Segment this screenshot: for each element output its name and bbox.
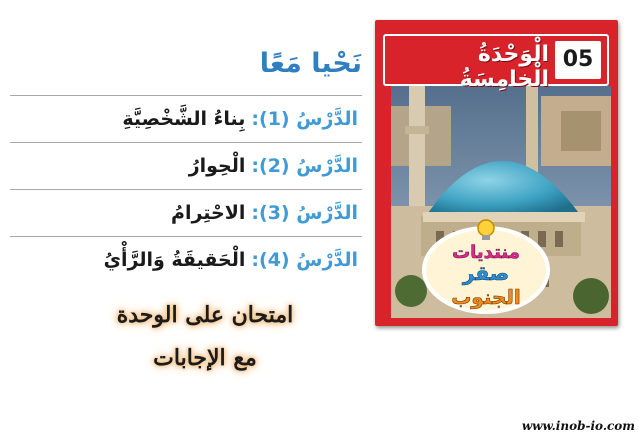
unit-banner — [383, 34, 609, 92]
unit-label: الْوَحْدَةُ الْخامِسَةُ — [459, 42, 549, 92]
svg-text:الجنوب: الجنوب — [451, 285, 521, 309]
lesson-title: الاحْتِرامُ — [171, 202, 246, 224]
lesson-title: بِناءُ الشَّخْصِيَّةِ — [122, 108, 246, 130]
website-watermark: www.inob-io.com — [521, 419, 635, 433]
lesson-item-1[interactable] — [10, 95, 362, 142]
lesson-item-4[interactable] — [10, 236, 362, 283]
lesson-list — [10, 95, 362, 283]
unit-heading: نَحْيا مَعًا — [259, 48, 362, 79]
lesson-number: الدَّرْسُ (4): — [251, 249, 358, 271]
svg-text:صقر: صقر — [462, 261, 510, 285]
lesson-item-3[interactable] — [10, 189, 362, 236]
svg-text:منتديات: منتديات — [452, 242, 520, 263]
forum-logo — [420, 218, 552, 314]
lesson-number: الدَّرْسُ (1): — [251, 108, 358, 130]
unit-cover — [375, 20, 618, 326]
lesson-number: الدَّرْسُ (2): — [251, 155, 358, 177]
exam-title: امتحان على الوحدة — [116, 302, 294, 328]
lesson-title: الْحِوارُ — [188, 155, 246, 177]
lesson-number: الدَّرْسُ (3): — [251, 202, 358, 224]
lesson-item-2[interactable] — [10, 142, 362, 189]
unit-number: 05 — [555, 41, 601, 79]
lesson-title: الْحَقيقَةُ وَالرَّأْيُ — [103, 249, 246, 271]
exam-subtitle: مع الإجابات — [153, 345, 257, 371]
